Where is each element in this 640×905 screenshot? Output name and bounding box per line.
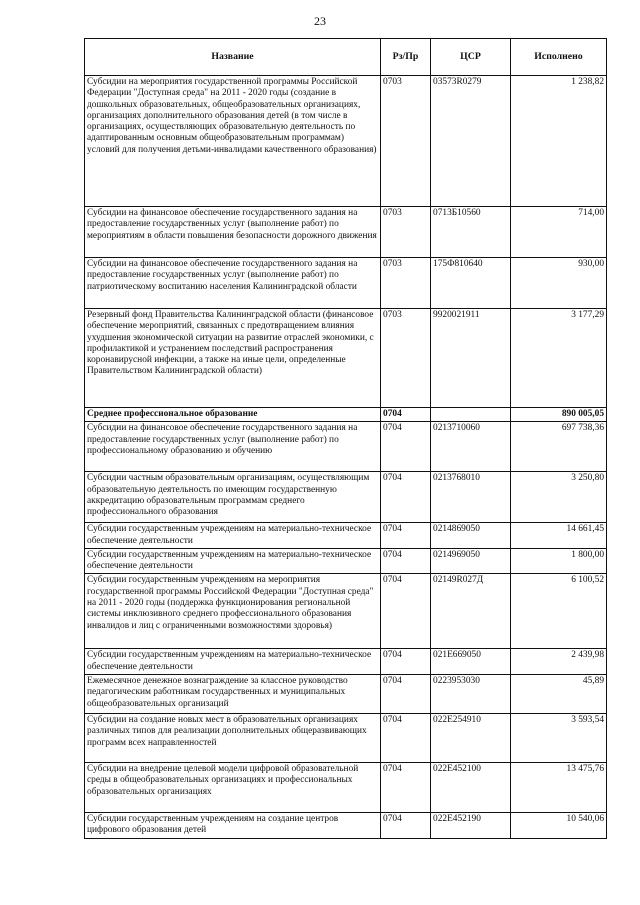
header-executed: Исполнено <box>511 39 607 76</box>
row-rz-pr: 0704 <box>381 762 431 812</box>
row-executed: 930,00 <box>511 258 607 309</box>
table-row <box>85 309 607 408</box>
row-rz-pr: 0703 <box>381 207 431 258</box>
row-rz-pr: 0704 <box>381 649 431 675</box>
row-csr: 0213768010 <box>431 472 511 523</box>
row-executed: 14 661,45 <box>511 523 607 549</box>
row-executed: 1 238,82 <box>511 76 607 207</box>
table-row <box>85 258 607 309</box>
section-row <box>85 408 607 422</box>
row-name: Среднее профессиональное образование <box>85 408 381 422</box>
row-csr: 0223953030 <box>431 674 511 713</box>
table-row <box>85 472 607 523</box>
row-executed: 45,89 <box>511 674 607 713</box>
row-executed: 2 439,98 <box>511 649 607 675</box>
row-name: Субсидии частным образовательным организациям, осуществляющим образовательную деятельность по имеющим государственную аккредитацию образовательным программам среднего профессионального образования <box>85 472 381 523</box>
row-executed: 3 250,80 <box>511 472 607 523</box>
row-executed: 3 593,54 <box>511 713 607 762</box>
table-row <box>85 207 607 258</box>
row-rz-pr: 0704 <box>381 422 431 472</box>
header-rz-pr: Рз/Пр <box>381 39 431 76</box>
row-rz-pr: 0703 <box>381 309 431 408</box>
table-row <box>85 76 607 207</box>
row-executed: 1 800,00 <box>511 548 607 574</box>
row-name: Субсидии государственным учреждениям на мероприятия государственной программы Российской Федерации "Доступная среда" на 2011 - 2020 годы (поддержка функционирования региональной системы инклюзивного среднего профессионального образования инвалидов и лиц с ограниченными возможностями здоровья) <box>85 574 381 649</box>
row-name: Резервный фонд Правительства Калининградской области (финансовое обеспечение мероприятий, связанных с предотвращением влияния ухудшения экономической ситуации на развитие отраслей экономики, с профилактикой и устранением последствий распространения коронавирусной инфекции, а также на иные цели, определенные Правительством Калининградской области) <box>85 309 381 408</box>
row-executed: 10 540,06 <box>511 812 607 838</box>
row-rz-pr: 0703 <box>381 258 431 309</box>
row-name: Субсидии на создание новых мест в образовательных организациях различных типов для реализации дополнительных общеразвивающих программ всех направленностей <box>85 713 381 762</box>
row-csr: 022Е452190 <box>431 812 511 838</box>
header-row <box>85 39 607 76</box>
table-row <box>85 422 607 472</box>
table-row <box>85 812 607 838</box>
row-csr: 0214869050 <box>431 523 511 549</box>
header-csr: ЦСР <box>431 39 511 76</box>
table-row <box>85 762 607 812</box>
row-name: Субсидии государственным учреждениям на материально-техническое обеспечение деятельности <box>85 548 381 574</box>
table-row <box>85 523 607 549</box>
row-csr: 0213710060 <box>431 422 511 472</box>
row-name: Субсидии государственным учреждениям на материально-техническое обеспечение деятельности <box>85 649 381 675</box>
row-rz-pr: 0704 <box>381 523 431 549</box>
row-executed: 3 177,29 <box>511 309 607 408</box>
row-rz-pr: 0703 <box>381 76 431 207</box>
row-csr: 02149R027Д <box>431 574 511 649</box>
row-name: Ежемесячное денежное вознаграждение за классное руководство педагогическим работникам государственных и муниципальных общеобразовательных организаций <box>85 674 381 713</box>
row-csr: 022Е452100 <box>431 762 511 812</box>
page-number: 23 <box>314 14 326 28</box>
table-row <box>85 548 607 574</box>
row-rz-pr: 0704 <box>381 408 431 422</box>
row-csr <box>431 408 511 422</box>
row-executed: 13 475,76 <box>511 762 607 812</box>
row-executed: 6 100,52 <box>511 574 607 649</box>
row-name: Субсидии на финансовое обеспечение государственного задания на предоставление государственных услуг (выполнение работ) по профессиональному образованию и обучению <box>85 422 381 472</box>
table-row <box>85 649 607 675</box>
row-rz-pr: 0704 <box>381 574 431 649</box>
row-rz-pr: 0704 <box>381 713 431 762</box>
row-executed: 697 738,36 <box>511 422 607 472</box>
header-name: Название <box>85 39 381 76</box>
row-csr: 021Е669050 <box>431 649 511 675</box>
row-name: Субсидии на мероприятия государственной программы Российской Федерации "Доступная среда" на 2011 - 2020 годы (создание в дошкольных образовательных, общеобразовательных организациях, организациях дополнительного образования детей (в том числе в организациях, осуществляющих образовательную деятельность по адаптированным основным общеобразовательным программам) условий для получения детьми-инвалидами качественного образования) <box>85 76 381 207</box>
budget-table <box>84 38 607 839</box>
row-name: Субсидии на внедрение целевой модели цифровой образовательной среды в общеобразовательных организациях и профессиональных образовательных организациях <box>85 762 381 812</box>
row-rz-pr: 0704 <box>381 472 431 523</box>
row-csr: 9920021911 <box>431 309 511 408</box>
row-name: Субсидии на финансовое обеспечение государственного задания на предоставление государственных услуг (выполнение работ) по патриотическому воспитанию населения Калининградской области <box>85 258 381 309</box>
row-name: Субсидии на финансовое обеспечение государственного задания на предоставление государственных услуг (выполнение работ) по мероприятиям в области повышения безопасности дорожного движения <box>85 207 381 258</box>
row-csr: 03573R0279 <box>431 76 511 207</box>
row-csr: 022Е254910 <box>431 713 511 762</box>
row-name: Субсидии государственным учреждениям на создание центров цифрового образования детей <box>85 812 381 838</box>
row-rz-pr: 0704 <box>381 548 431 574</box>
table-row <box>85 713 607 762</box>
row-csr: 175Ф810640 <box>431 258 511 309</box>
row-rz-pr: 0704 <box>381 674 431 713</box>
row-executed: 714,00 <box>511 207 607 258</box>
table-row <box>85 574 607 649</box>
row-name: Субсидии государственным учреждениям на материально-техническое обеспечение деятельности <box>85 523 381 549</box>
table-row <box>85 674 607 713</box>
row-rz-pr: 0704 <box>381 812 431 838</box>
row-csr: 0214969050 <box>431 548 511 574</box>
row-csr: 0713Б10560 <box>431 207 511 258</box>
table-header <box>85 39 607 76</box>
row-executed: 890 005,05 <box>511 408 607 422</box>
